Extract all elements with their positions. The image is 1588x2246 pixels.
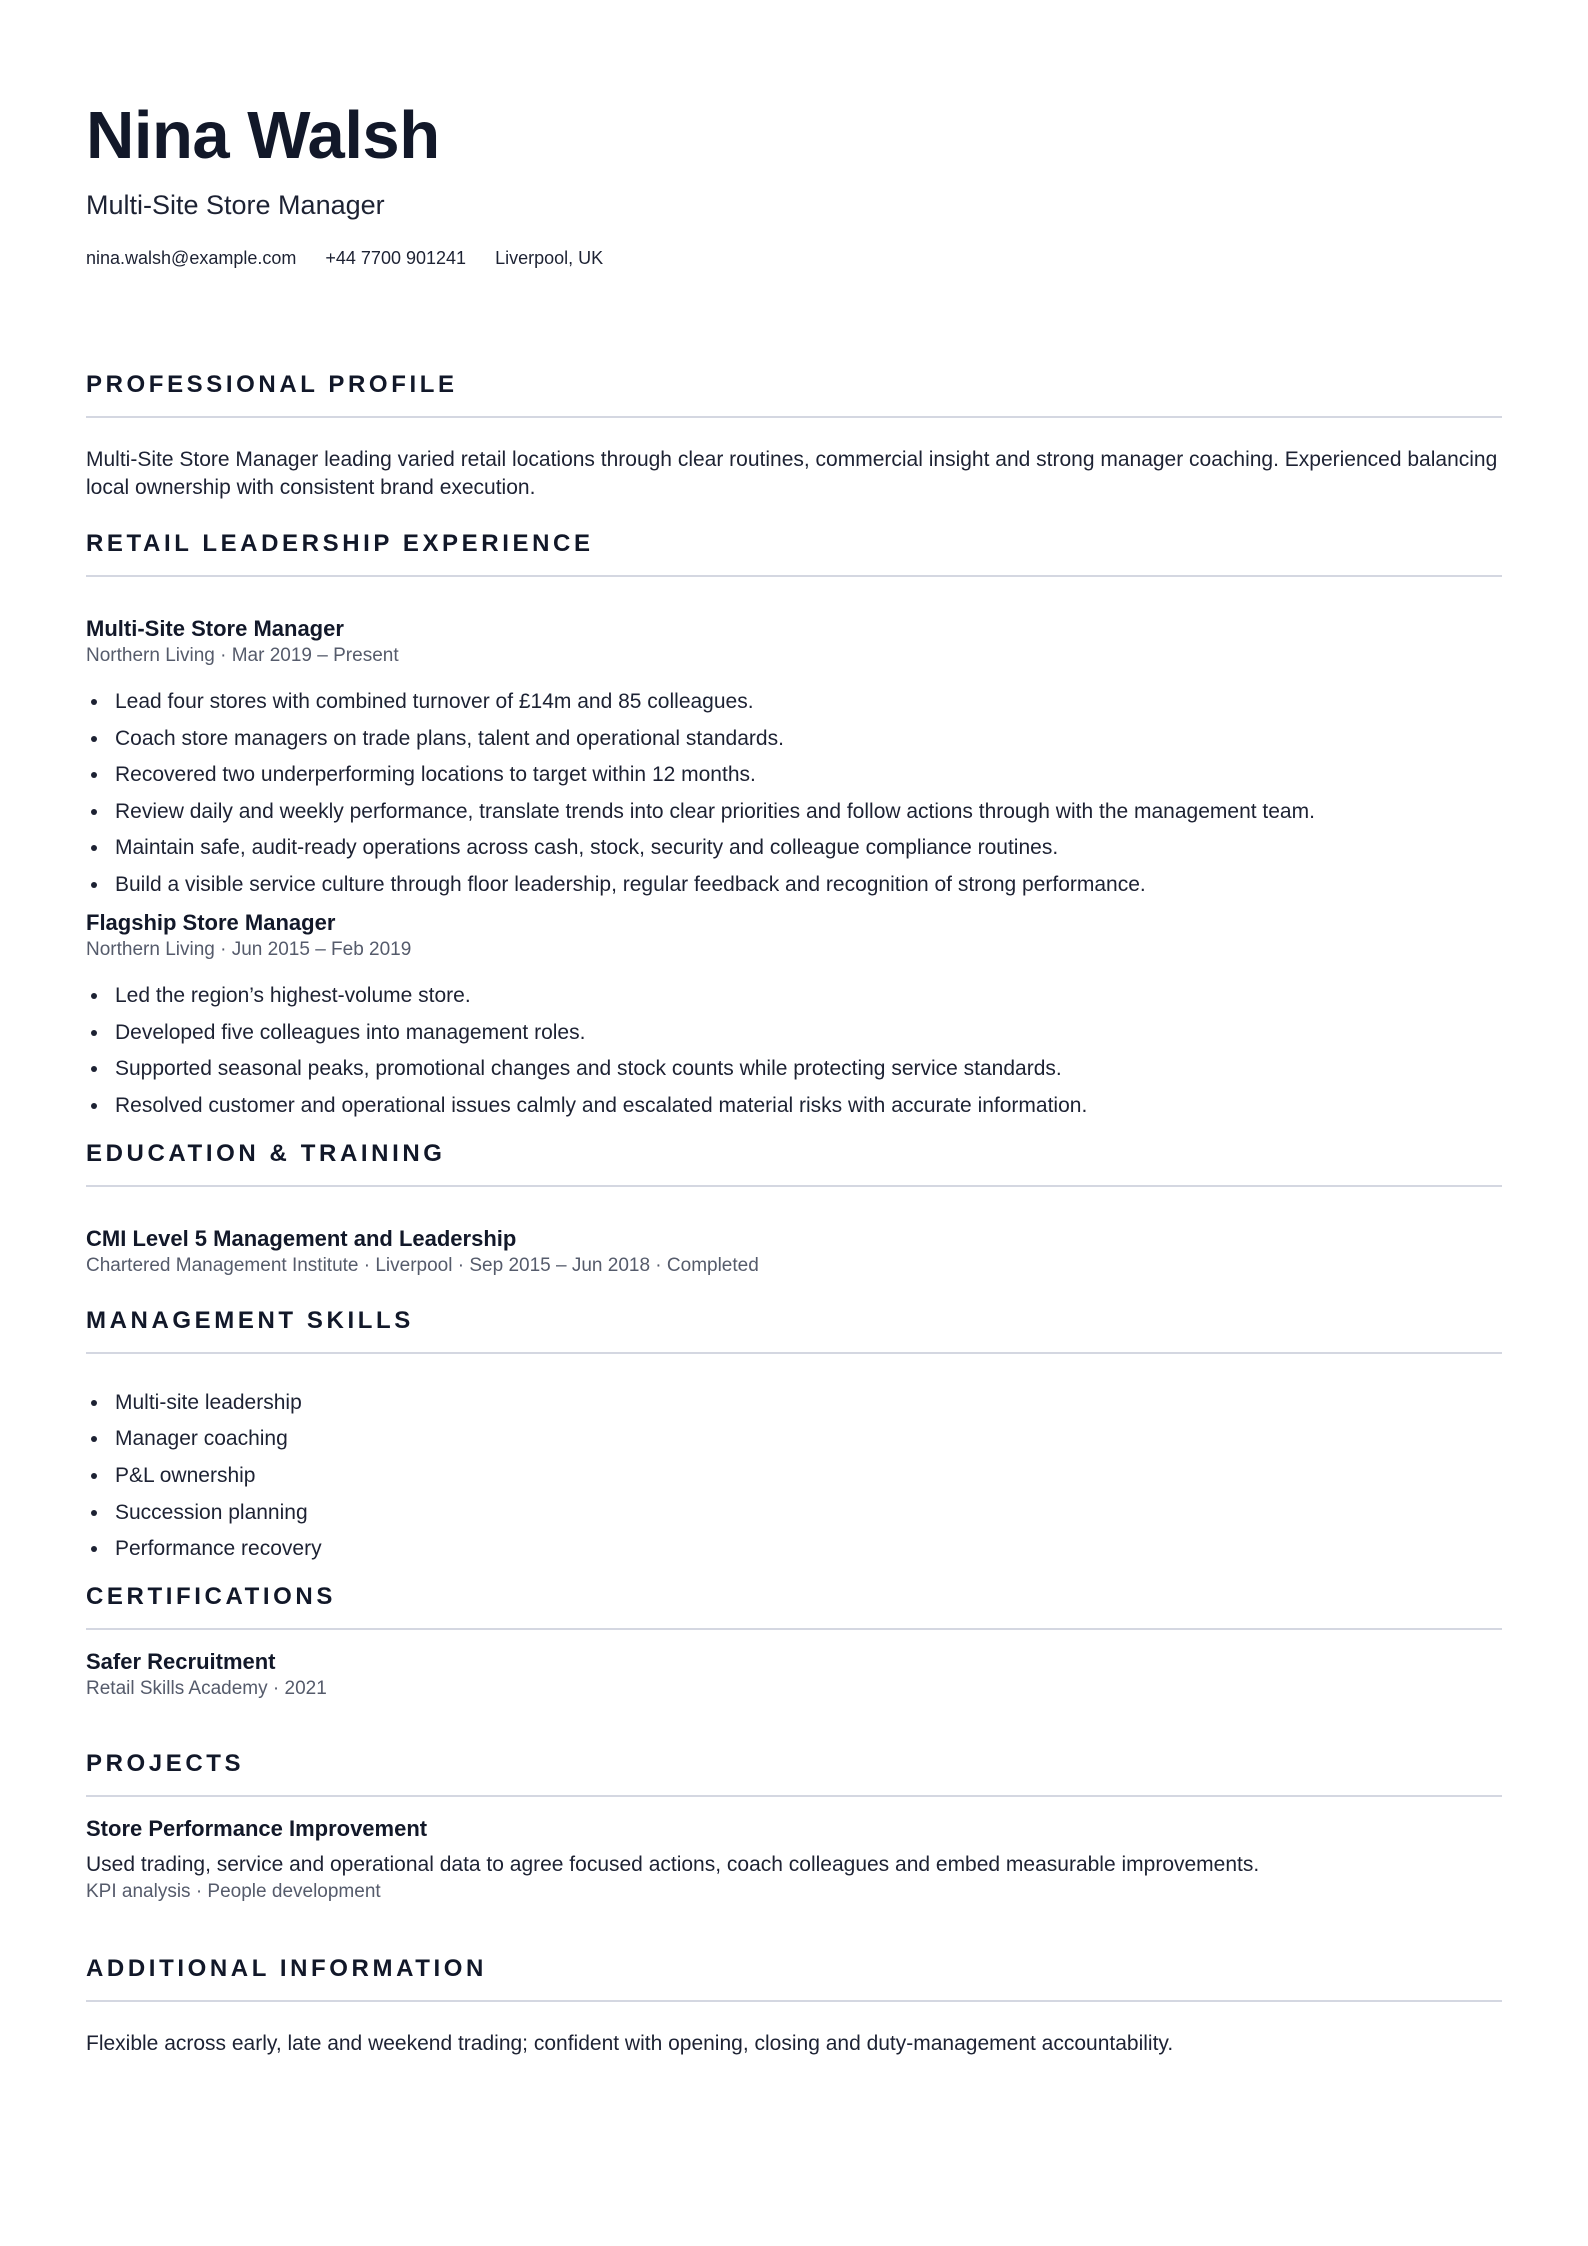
section-heading: MANAGEMENT SKILLS <box>86 1306 414 1334</box>
list-item: Multi-site leadership <box>115 1389 1502 1417</box>
skills-list <box>86 1389 1502 1563</box>
list-item: Supported seasonal peaks, promotional changes and stock counts while protecting service standards. <box>115 1055 1502 1083</box>
section-heading: CERTIFICATIONS <box>86 1583 336 1611</box>
profile-text: Multi-Site Store Manager leading varied retail locations through clear routines, commercial insight and strong manager coaching. Experienced balancing local ownership with consistent brand execution. <box>86 448 1498 499</box>
education-meta: Chartered Management Institute · Liverpool · Sep 2015 – Jun 2018 · Completed <box>86 1254 759 1276</box>
section-certifications <box>86 1582 1502 1701</box>
section-divider <box>86 2000 1502 2002</box>
job-bullets <box>86 688 1502 899</box>
job-meta: Northern Living · Mar 2019 – Present <box>86 645 399 666</box>
project-title: Store Performance Improvement <box>86 1816 428 1842</box>
contact-email: nina.walsh@example.com <box>86 248 297 268</box>
certification-meta: Retail Skills Academy · 2021 <box>86 1678 327 1700</box>
candidate-name: Nina Walsh <box>86 98 440 173</box>
job-meta: Northern Living · Jun 2015 – Feb 2019 <box>86 938 412 960</box>
section-divider <box>86 1795 1502 1797</box>
candidate-title: Multi-Site Store Manager <box>86 190 385 220</box>
education-title: CMI Level 5 Management and Leadership <box>86 1225 517 1251</box>
job-title: Multi-Site Store Manager <box>86 616 344 641</box>
project-description: Used trading, service and operational data to agree focused actions, coach colleagues and embed measurable improvements. <box>86 1853 1260 1877</box>
list-item: Resolved customer and operational issues calmly and escalated material risks with accurate information. <box>115 1092 1502 1120</box>
list-item: Maintain safe, audit-ready operations across cash, stock, security and colleague compliance routines. <box>115 834 1502 862</box>
section-profile <box>86 370 1502 502</box>
list-item: Recovered two underperforming locations to target within 12 months. <box>115 761 1502 789</box>
job-title: Flagship Store Manager <box>86 909 336 935</box>
section-divider <box>86 1352 1502 1354</box>
list-item: Review daily and weekly performance, translate trends into clear priorities and follow actions through with the management team. <box>115 798 1502 826</box>
list-item: P&L ownership <box>115 1462 1502 1490</box>
contact-location: Liverpool, UK <box>495 248 604 268</box>
section-heading: EDUCATION & TRAINING <box>86 1139 446 1167</box>
section-education <box>86 1139 1502 1278</box>
list-item: Succession planning <box>115 1499 1502 1527</box>
section-projects <box>86 1749 1502 1904</box>
certification-title: Safer Recruitment <box>86 1649 276 1675</box>
project-meta: KPI analysis · People development <box>86 1881 381 1903</box>
education-entry <box>86 1225 1502 1278</box>
section-heading: RETAIL LEADERSHIP EXPERIENCE <box>86 530 594 557</box>
resume-header <box>86 96 1502 270</box>
section-divider <box>86 1185 1502 1187</box>
list-item: Build a visible service culture through floor leadership, regular feedback and recognition of strong performance. <box>115 871 1502 899</box>
section-additional <box>86 1954 1502 2058</box>
list-item: Coach store managers on trade plans, talent and operational standards. <box>115 725 1502 753</box>
job-bullets <box>86 982 1502 1120</box>
additional-text: Flexible across early, late and weekend trading; confident with opening, closing and duty-management accountability. <box>86 2032 1174 2056</box>
job-entry <box>86 909 1502 1120</box>
certification-entry <box>86 1648 1502 1701</box>
section-experience <box>86 529 1502 1120</box>
list-item: Led the region’s highest-volume store. <box>115 982 1502 1010</box>
section-heading: PROJECTS <box>86 1750 245 1778</box>
section-skills <box>86 1306 1502 1563</box>
job-entry <box>86 615 1502 899</box>
section-heading: PROFESSIONAL PROFILE <box>86 371 458 398</box>
list-item: Developed five colleagues into management roles. <box>115 1019 1502 1047</box>
contact-line <box>86 246 1502 270</box>
project-entry <box>86 1815 1502 1904</box>
list-item: Performance recovery <box>115 1535 1502 1563</box>
contact-phone: +44 7700 901241 <box>325 248 467 268</box>
section-divider <box>86 575 1502 577</box>
section-divider <box>86 1628 1502 1630</box>
section-divider <box>86 416 1502 418</box>
list-item: Manager coaching <box>115 1425 1502 1453</box>
list-item: Lead four stores with combined turnover of £14m and 85 colleagues. <box>115 688 1502 716</box>
section-heading: ADDITIONAL INFORMATION <box>86 1955 487 1983</box>
